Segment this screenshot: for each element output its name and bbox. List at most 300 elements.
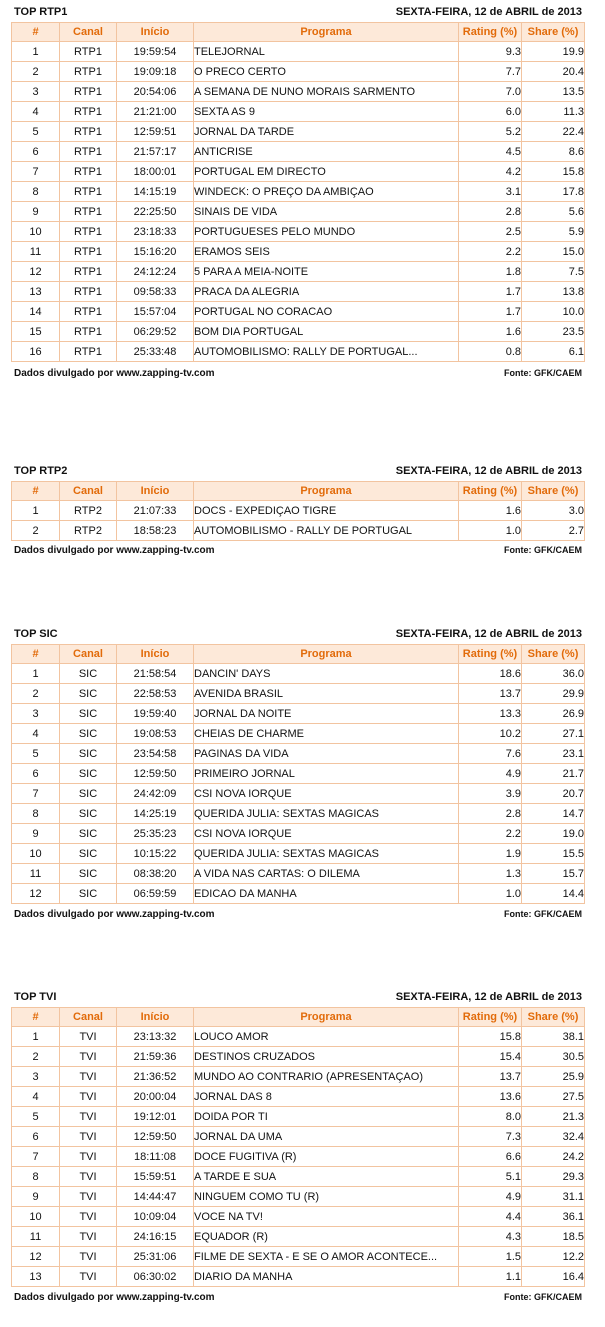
ratings-table [11, 22, 585, 362]
rating-cell: 6.6 [459, 1147, 522, 1167]
share-cell: 14.4 [522, 884, 585, 904]
rank-cell: 3 [12, 82, 60, 102]
table-row [12, 684, 585, 704]
rank-cell: 3 [12, 1067, 60, 1087]
table-header-row [12, 645, 585, 664]
channel-cell: RTP1 [60, 142, 117, 162]
channel-header: Canal [60, 1008, 117, 1027]
start-time-cell: 24:42:09 [117, 784, 194, 804]
rating-cell: 1.7 [459, 302, 522, 322]
rating-cell: 5.1 [459, 1167, 522, 1187]
section-title: TOP RTP2 [14, 465, 68, 477]
start-time-cell: 23:18:33 [117, 222, 194, 242]
rating-cell: 8.0 [459, 1107, 522, 1127]
program-header: Programa [194, 23, 459, 42]
rating-cell: 3.9 [459, 784, 522, 804]
share-cell: 17.8 [522, 182, 585, 202]
share-cell: 15.5 [522, 844, 585, 864]
start-header: Início [117, 1008, 194, 1027]
share-cell: 21.7 [522, 764, 585, 784]
program-cell: EDICAO DA MANHA [194, 884, 459, 904]
table-row [12, 784, 585, 804]
program-cell: A VIDA NAS CARTAS: O DILEMA [194, 864, 459, 884]
start-time-cell: 20:54:06 [117, 82, 194, 102]
channel-cell: RTP1 [60, 222, 117, 242]
program-cell: QUERIDA JULIA: SEXTAS MAGICAS [194, 804, 459, 824]
rank-cell: 12 [12, 262, 60, 282]
channel-cell: SIC [60, 824, 117, 844]
channel-cell: RTP2 [60, 501, 117, 521]
rank-header: # [12, 23, 60, 42]
channel-cell: TVI [60, 1167, 117, 1187]
start-time-cell: 23:13:32 [117, 1027, 194, 1047]
start-time-cell: 25:33:48 [117, 342, 194, 362]
rank-header: # [12, 1008, 60, 1027]
start-time-cell: 12:59:51 [117, 122, 194, 142]
data-source-label: Fonte: GFK/CAEM [504, 909, 582, 920]
program-cell: AUTOMOBILISMO: RALLY DE PORTUGAL... [194, 342, 459, 362]
start-time-cell: 24:16:15 [117, 1227, 194, 1247]
start-time-cell: 14:25:19 [117, 804, 194, 824]
rank-cell: 9 [12, 824, 60, 844]
start-time-cell: 19:09:18 [117, 62, 194, 82]
rating-cell: 0.8 [459, 342, 522, 362]
channel-cell: RTP1 [60, 62, 117, 82]
program-cell: PORTUGUESES PELO MUNDO [194, 222, 459, 242]
rating-cell: 15.4 [459, 1047, 522, 1067]
program-cell: BOM DIA PORTUGAL [194, 322, 459, 342]
channel-cell: SIC [60, 764, 117, 784]
program-cell: TELEJORNAL [194, 42, 459, 62]
rating-cell: 1.7 [459, 282, 522, 302]
share-cell: 5.9 [522, 222, 585, 242]
program-header: Programa [194, 482, 459, 501]
share-cell: 7.5 [522, 262, 585, 282]
program-cell: LOUCO AMOR [194, 1027, 459, 1047]
table-row [12, 142, 585, 162]
rating-cell: 13.7 [459, 684, 522, 704]
program-cell: ERAMOS SEIS [194, 242, 459, 262]
table-row [12, 1207, 585, 1227]
rank-cell: 8 [12, 182, 60, 202]
rank-cell: 4 [12, 102, 60, 122]
start-header: Início [117, 23, 194, 42]
rank-cell: 7 [12, 1147, 60, 1167]
rating-cell: 2.8 [459, 202, 522, 222]
rank-cell: 15 [12, 322, 60, 342]
share-header: Share (%) [522, 482, 585, 501]
channel-cell: SIC [60, 744, 117, 764]
rating-cell: 13.7 [459, 1067, 522, 1087]
table-row [12, 42, 585, 62]
start-time-cell: 12:59:50 [117, 764, 194, 784]
table-row [12, 122, 585, 142]
table-row [12, 1087, 585, 1107]
rating-cell: 4.3 [459, 1227, 522, 1247]
share-cell: 27.5 [522, 1087, 585, 1107]
rating-cell: 1.3 [459, 864, 522, 884]
channel-cell: TVI [60, 1247, 117, 1267]
rank-cell: 12 [12, 884, 60, 904]
channel-cell: RTP1 [60, 282, 117, 302]
start-time-cell: 19:12:01 [117, 1107, 194, 1127]
table-row [12, 1167, 585, 1187]
table-row [12, 764, 585, 784]
table-row [12, 521, 585, 541]
start-time-cell: 21:07:33 [117, 501, 194, 521]
start-time-cell: 23:54:58 [117, 744, 194, 764]
table-row [12, 1107, 585, 1127]
section-header [0, 989, 605, 1007]
channel-cell: SIC [60, 664, 117, 684]
table-row [12, 162, 585, 182]
start-time-cell: 18:11:08 [117, 1147, 194, 1167]
program-header: Programa [194, 1008, 459, 1027]
program-cell: AVENIDA BRASIL [194, 684, 459, 704]
start-time-cell: 20:00:04 [117, 1087, 194, 1107]
rank-cell: 5 [12, 744, 60, 764]
share-cell: 36.0 [522, 664, 585, 684]
share-cell: 13.8 [522, 282, 585, 302]
rating-cell: 2.2 [459, 242, 522, 262]
table-row [12, 182, 585, 202]
ratings-table [11, 644, 585, 904]
program-cell: PORTUGAL EM DIRECTO [194, 162, 459, 182]
rank-cell: 7 [12, 162, 60, 182]
start-time-cell: 06:59:59 [117, 884, 194, 904]
section-title: TOP RTP1 [14, 6, 68, 18]
share-cell: 8.6 [522, 142, 585, 162]
program-cell: JORNAL DA TARDE [194, 122, 459, 142]
share-cell: 13.5 [522, 82, 585, 102]
share-cell: 21.3 [522, 1107, 585, 1127]
channel-cell: TVI [60, 1227, 117, 1247]
share-cell: 26.9 [522, 704, 585, 724]
program-cell: O PRECO CERTO [194, 62, 459, 82]
source-attribution: Dados divulgado por www.zapping-tv.com [14, 1292, 215, 1304]
section-title: TOP SIC [14, 628, 58, 640]
share-cell: 23.1 [522, 744, 585, 764]
rating-cell: 5.2 [459, 122, 522, 142]
share-cell: 12.2 [522, 1247, 585, 1267]
rating-cell: 4.4 [459, 1207, 522, 1227]
rank-cell: 13 [12, 282, 60, 302]
start-time-cell: 06:29:52 [117, 322, 194, 342]
start-time-cell: 21:59:36 [117, 1047, 194, 1067]
start-time-cell: 14:44:47 [117, 1187, 194, 1207]
channel-cell: RTP1 [60, 202, 117, 222]
rank-cell: 1 [12, 664, 60, 684]
start-time-cell: 06:30:02 [117, 1267, 194, 1287]
share-cell: 16.4 [522, 1267, 585, 1287]
rank-cell: 6 [12, 142, 60, 162]
share-cell: 32.4 [522, 1127, 585, 1147]
program-cell: JORNAL DA UMA [194, 1127, 459, 1147]
share-cell: 29.3 [522, 1167, 585, 1187]
program-cell: VOCE NA TV! [194, 1207, 459, 1227]
rating-header: Rating (%) [459, 1008, 522, 1027]
channel-header: Canal [60, 23, 117, 42]
share-cell: 31.1 [522, 1187, 585, 1207]
table-row [12, 1247, 585, 1267]
section-title: TOP TVI [14, 991, 57, 1003]
source-attribution: Dados divulgado por www.zapping-tv.com [14, 545, 215, 557]
table-row [12, 804, 585, 824]
rating-cell: 2.8 [459, 804, 522, 824]
table-row [12, 82, 585, 102]
share-cell: 3.0 [522, 501, 585, 521]
rating-cell: 4.9 [459, 1187, 522, 1207]
rank-cell: 2 [12, 521, 60, 541]
rank-cell: 6 [12, 1127, 60, 1147]
table-row [12, 1227, 585, 1247]
program-header: Programa [194, 645, 459, 664]
start-time-cell: 10:09:04 [117, 1207, 194, 1227]
program-cell: CHEIAS DE CHARME [194, 724, 459, 744]
rank-cell: 11 [12, 1227, 60, 1247]
program-cell: EQUADOR (R) [194, 1227, 459, 1247]
share-cell: 15.0 [522, 242, 585, 262]
channel-cell: RTP1 [60, 122, 117, 142]
section-footer [0, 1292, 605, 1306]
start-time-cell: 21:21:00 [117, 102, 194, 122]
source-attribution: Dados divulgado por www.zapping-tv.com [14, 909, 215, 921]
rating-cell: 4.2 [459, 162, 522, 182]
section-header [0, 626, 605, 644]
share-cell: 15.7 [522, 864, 585, 884]
rating-cell: 15.8 [459, 1027, 522, 1047]
rating-cell: 1.5 [459, 1247, 522, 1267]
start-time-cell: 19:59:40 [117, 704, 194, 724]
table-row [12, 1147, 585, 1167]
share-cell: 15.8 [522, 162, 585, 182]
share-cell: 20.4 [522, 62, 585, 82]
program-cell: PRIMEIRO JORNAL [194, 764, 459, 784]
section-header [0, 463, 605, 481]
program-cell: JORNAL DA NOITE [194, 704, 459, 724]
share-cell: 30.5 [522, 1047, 585, 1067]
ratings-section [0, 626, 605, 921]
share-cell: 19.9 [522, 42, 585, 62]
share-cell: 36.1 [522, 1207, 585, 1227]
rating-cell: 4.5 [459, 142, 522, 162]
program-cell: PORTUGAL NO CORACAO [194, 302, 459, 322]
channel-cell: SIC [60, 784, 117, 804]
channel-cell: SIC [60, 864, 117, 884]
rating-cell: 1.1 [459, 1267, 522, 1287]
table-row [12, 824, 585, 844]
program-cell: CSI NOVA IORQUE [194, 824, 459, 844]
rank-cell: 1 [12, 42, 60, 62]
program-cell: ANTICRISE [194, 142, 459, 162]
rank-cell: 5 [12, 1107, 60, 1127]
rating-header: Rating (%) [459, 482, 522, 501]
rank-header: # [12, 645, 60, 664]
rating-cell: 1.0 [459, 884, 522, 904]
channel-cell: TVI [60, 1127, 117, 1147]
table-row [12, 342, 585, 362]
channel-cell: RTP1 [60, 102, 117, 122]
share-cell: 14.7 [522, 804, 585, 824]
channel-cell: TVI [60, 1047, 117, 1067]
rating-cell: 1.6 [459, 322, 522, 342]
section-footer [0, 368, 605, 382]
share-cell: 10.0 [522, 302, 585, 322]
program-cell: 5 PARA A MEIA-NOITE [194, 262, 459, 282]
section-footer [0, 545, 605, 559]
ratings-table [11, 481, 585, 541]
share-cell: 25.9 [522, 1067, 585, 1087]
section-header [0, 4, 605, 22]
rank-cell: 11 [12, 864, 60, 884]
rating-cell: 3.1 [459, 182, 522, 202]
rating-cell: 1.9 [459, 844, 522, 864]
rank-cell: 10 [12, 1207, 60, 1227]
share-cell: 5.6 [522, 202, 585, 222]
table-row [12, 222, 585, 242]
rank-cell: 5 [12, 122, 60, 142]
program-cell: DIARIO DA MANHA [194, 1267, 459, 1287]
data-source-label: Fonte: GFK/CAEM [504, 367, 582, 378]
program-cell: NINGUEM COMO TU (R) [194, 1187, 459, 1207]
program-cell: AUTOMOBILISMO - RALLY DE PORTUGAL [194, 521, 459, 541]
channel-cell: RTP1 [60, 242, 117, 262]
table-row [12, 1027, 585, 1047]
start-header: Início [117, 482, 194, 501]
program-cell: FILME DE SEXTA - E SE O AMOR ACONTECE... [194, 1247, 459, 1267]
rank-cell: 6 [12, 764, 60, 784]
rank-cell: 7 [12, 784, 60, 804]
rank-cell: 11 [12, 242, 60, 262]
program-cell: DOCE FUGITIVA (R) [194, 1147, 459, 1167]
start-time-cell: 21:58:54 [117, 664, 194, 684]
channel-cell: TVI [60, 1087, 117, 1107]
table-row [12, 282, 585, 302]
share-header: Share (%) [522, 1008, 585, 1027]
rank-cell: 2 [12, 684, 60, 704]
rating-cell: 6.0 [459, 102, 522, 122]
table-row [12, 102, 585, 122]
rank-header: # [12, 482, 60, 501]
rating-cell: 7.6 [459, 744, 522, 764]
ratings-table [11, 1007, 585, 1287]
rank-cell: 14 [12, 302, 60, 322]
rank-cell: 4 [12, 1087, 60, 1107]
channel-cell: SIC [60, 704, 117, 724]
share-cell: 27.1 [522, 724, 585, 744]
start-time-cell: 18:58:23 [117, 521, 194, 541]
table-header-row [12, 23, 585, 42]
channel-cell: TVI [60, 1187, 117, 1207]
ratings-section [0, 989, 605, 1304]
channel-cell: RTP1 [60, 82, 117, 102]
table-row [12, 724, 585, 744]
channel-cell: SIC [60, 844, 117, 864]
channel-cell: RTP1 [60, 342, 117, 362]
start-time-cell: 18:00:01 [117, 162, 194, 182]
channel-cell: TVI [60, 1207, 117, 1227]
table-row [12, 302, 585, 322]
program-cell: JORNAL DAS 8 [194, 1087, 459, 1107]
rank-cell: 2 [12, 62, 60, 82]
section-date: SEXTA-FEIRA, 12 de ABRIL de 2013 [395, 991, 582, 1003]
table-row [12, 844, 585, 864]
start-time-cell: 12:59:50 [117, 1127, 194, 1147]
start-time-cell: 15:57:04 [117, 302, 194, 322]
section-date: SEXTA-FEIRA, 12 de ABRIL de 2013 [395, 6, 582, 18]
program-cell: DOIDA POR TI [194, 1107, 459, 1127]
ratings-section [0, 4, 605, 379]
rating-cell: 13.6 [459, 1087, 522, 1107]
rank-cell: 12 [12, 1247, 60, 1267]
share-cell: 11.3 [522, 102, 585, 122]
share-cell: 29.9 [522, 684, 585, 704]
start-time-cell: 14:15:19 [117, 182, 194, 202]
program-cell: SEXTA AS 9 [194, 102, 459, 122]
channel-cell: RTP2 [60, 521, 117, 541]
section-date: SEXTA-FEIRA, 12 de ABRIL de 2013 [395, 628, 582, 640]
table-row [12, 744, 585, 764]
channel-cell: TVI [60, 1267, 117, 1287]
table-row [12, 864, 585, 884]
rating-cell: 1.0 [459, 521, 522, 541]
share-header: Share (%) [522, 23, 585, 42]
start-time-cell: 09:58:33 [117, 282, 194, 302]
start-time-cell: 22:25:50 [117, 202, 194, 222]
start-time-cell: 25:35:23 [117, 824, 194, 844]
table-row [12, 202, 585, 222]
rank-cell: 9 [12, 202, 60, 222]
channel-cell: SIC [60, 884, 117, 904]
rank-cell: 10 [12, 222, 60, 242]
rating-header: Rating (%) [459, 645, 522, 664]
program-cell: PRACA DA ALEGRIA [194, 282, 459, 302]
channel-cell: RTP1 [60, 162, 117, 182]
channel-cell: SIC [60, 684, 117, 704]
share-cell: 2.7 [522, 521, 585, 541]
channel-cell: TVI [60, 1147, 117, 1167]
table-row [12, 664, 585, 684]
channel-cell: SIC [60, 724, 117, 744]
start-time-cell: 15:16:20 [117, 242, 194, 262]
channel-cell: RTP1 [60, 42, 117, 62]
program-cell: MUNDO AO CONTRARIO (APRESENTAÇAO) [194, 1067, 459, 1087]
share-cell: 24.2 [522, 1147, 585, 1167]
rank-cell: 8 [12, 1167, 60, 1187]
ratings-section [0, 463, 605, 557]
share-cell: 38.1 [522, 1027, 585, 1047]
table-row [12, 1127, 585, 1147]
start-time-cell: 19:59:54 [117, 42, 194, 62]
rating-cell: 10.2 [459, 724, 522, 744]
start-header: Início [117, 645, 194, 664]
start-time-cell: 08:38:20 [117, 864, 194, 884]
start-time-cell: 21:36:52 [117, 1067, 194, 1087]
program-cell: CSI NOVA IORQUE [194, 784, 459, 804]
rating-cell: 7.0 [459, 82, 522, 102]
program-cell: A TARDE E SUA [194, 1167, 459, 1187]
data-source-label: Fonte: GFK/CAEM [504, 545, 582, 556]
rating-cell: 13.3 [459, 704, 522, 724]
start-time-cell: 15:59:51 [117, 1167, 194, 1187]
share-cell: 6.1 [522, 342, 585, 362]
rank-cell: 10 [12, 844, 60, 864]
table-row [12, 704, 585, 724]
table-row [12, 884, 585, 904]
rating-cell: 9.3 [459, 42, 522, 62]
source-attribution: Dados divulgado por www.zapping-tv.com [14, 367, 215, 379]
rank-cell: 9 [12, 1187, 60, 1207]
